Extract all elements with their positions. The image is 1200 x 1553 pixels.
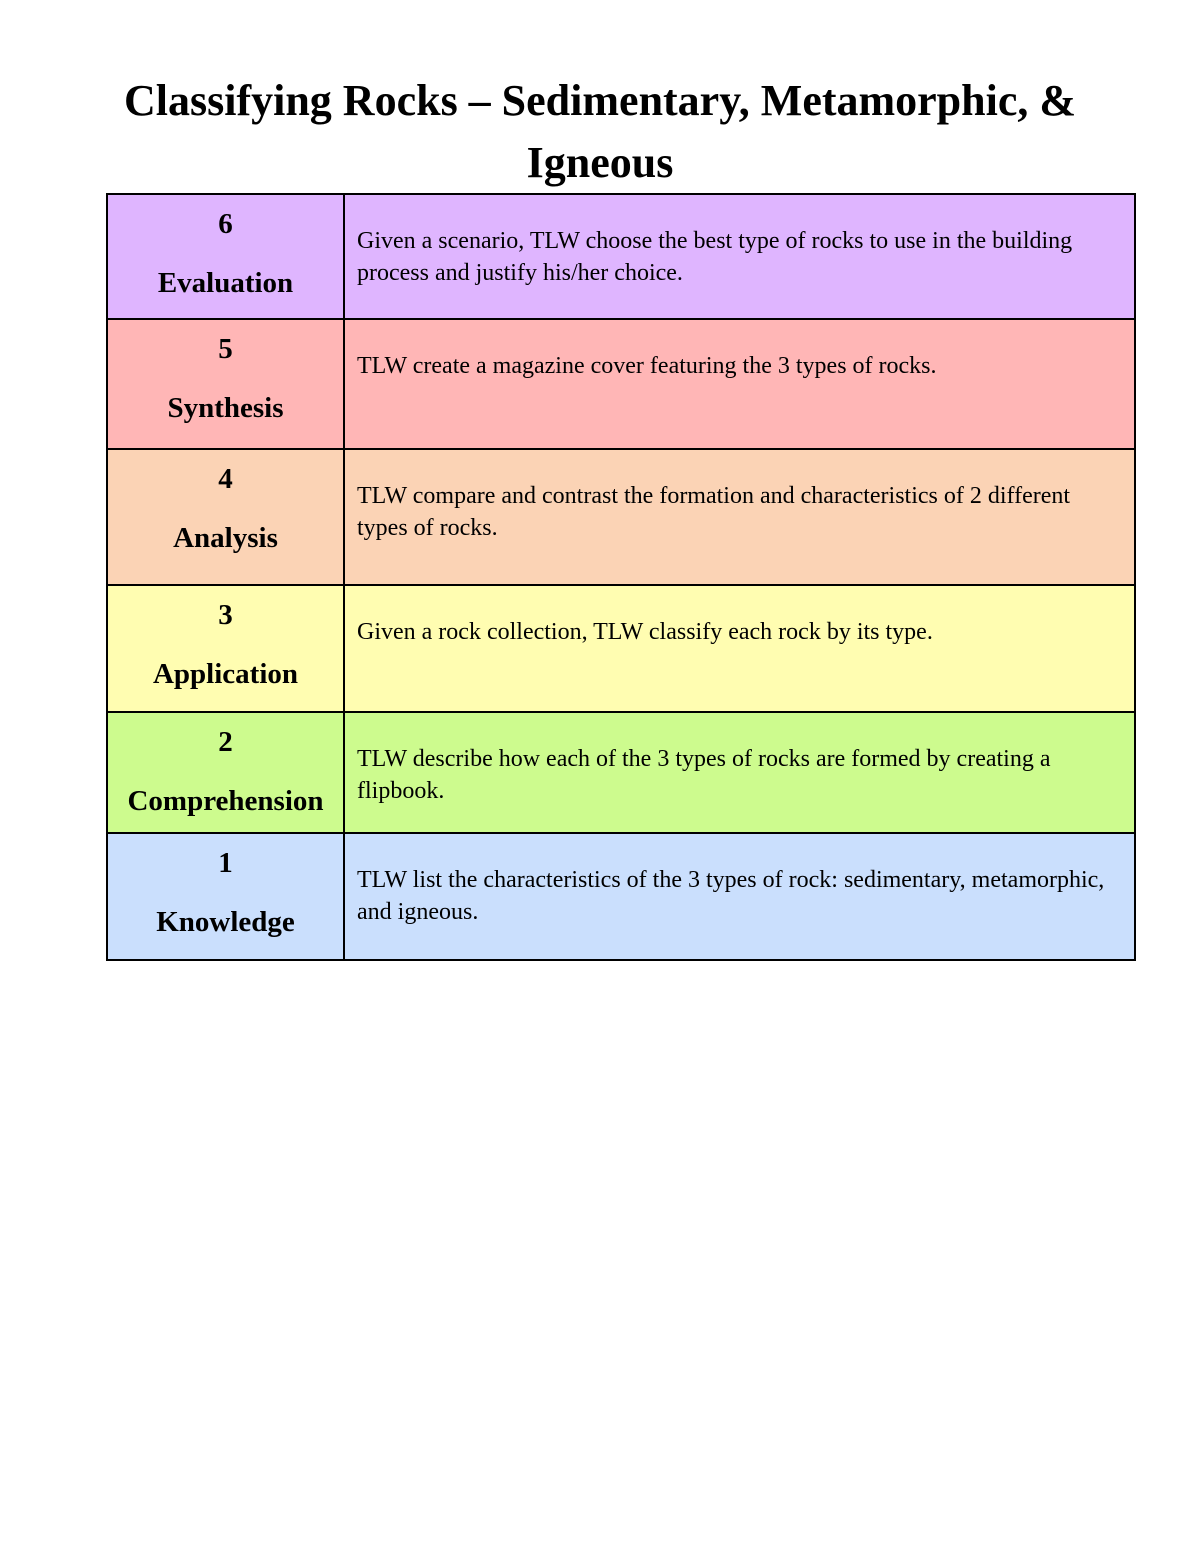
level-cell: [107, 833, 344, 960]
level-number: 3: [218, 599, 233, 631]
table-row: [107, 319, 1135, 449]
level-number: 5: [218, 333, 233, 365]
description-cell: [344, 833, 1135, 960]
description-cell: [344, 585, 1135, 712]
level-number: 2: [218, 726, 233, 758]
level-description: TLW list the characteristics of the 3 types of rock: sedimentary, metamorphic, and igneous.: [357, 867, 1105, 925]
level-cell: [107, 319, 344, 449]
description-cell: [344, 194, 1135, 319]
level-number: 6: [218, 208, 233, 240]
description-cell: [344, 449, 1135, 585]
table-row: [107, 194, 1135, 319]
level-description: Given a rock collection, TLW classify each rock by its type.: [357, 619, 933, 645]
level-number: 1: [218, 847, 233, 879]
level-cell: [107, 712, 344, 833]
level-cell: [107, 194, 344, 319]
level-name: Analysis: [173, 522, 278, 554]
table-row: [107, 833, 1135, 960]
table-row: [107, 449, 1135, 585]
level-name: Knowledge: [156, 906, 295, 938]
level-description: TLW create a magazine cover featuring the 3 types of rocks.: [357, 353, 937, 379]
level-description: Given a scenario, TLW choose the best type of rocks to use in the building process and justify his/her choice.: [357, 228, 1073, 286]
blooms-rubric-table: [106, 193, 1136, 961]
level-cell: [107, 449, 344, 585]
table-row: [107, 712, 1135, 833]
level-number: 4: [218, 463, 233, 495]
level-description: TLW compare and contrast the formation and characteristics of 2 different types of rocks.: [357, 483, 1071, 541]
level-name: Synthesis: [167, 392, 284, 424]
table-row: [107, 585, 1135, 712]
level-name: Evaluation: [157, 267, 294, 299]
level-description: TLW describe how each of the 3 types of rocks are formed by creating a flipbook.: [357, 746, 1051, 804]
level-name: Application: [152, 658, 299, 690]
description-cell: [344, 712, 1135, 833]
level-name: Comprehension: [127, 785, 324, 817]
level-cell: [107, 585, 344, 712]
page-title: Classifying Rocks – Sedimentary, Metamorphic, & Igneous: [123, 76, 1077, 187]
description-cell: [344, 319, 1135, 449]
